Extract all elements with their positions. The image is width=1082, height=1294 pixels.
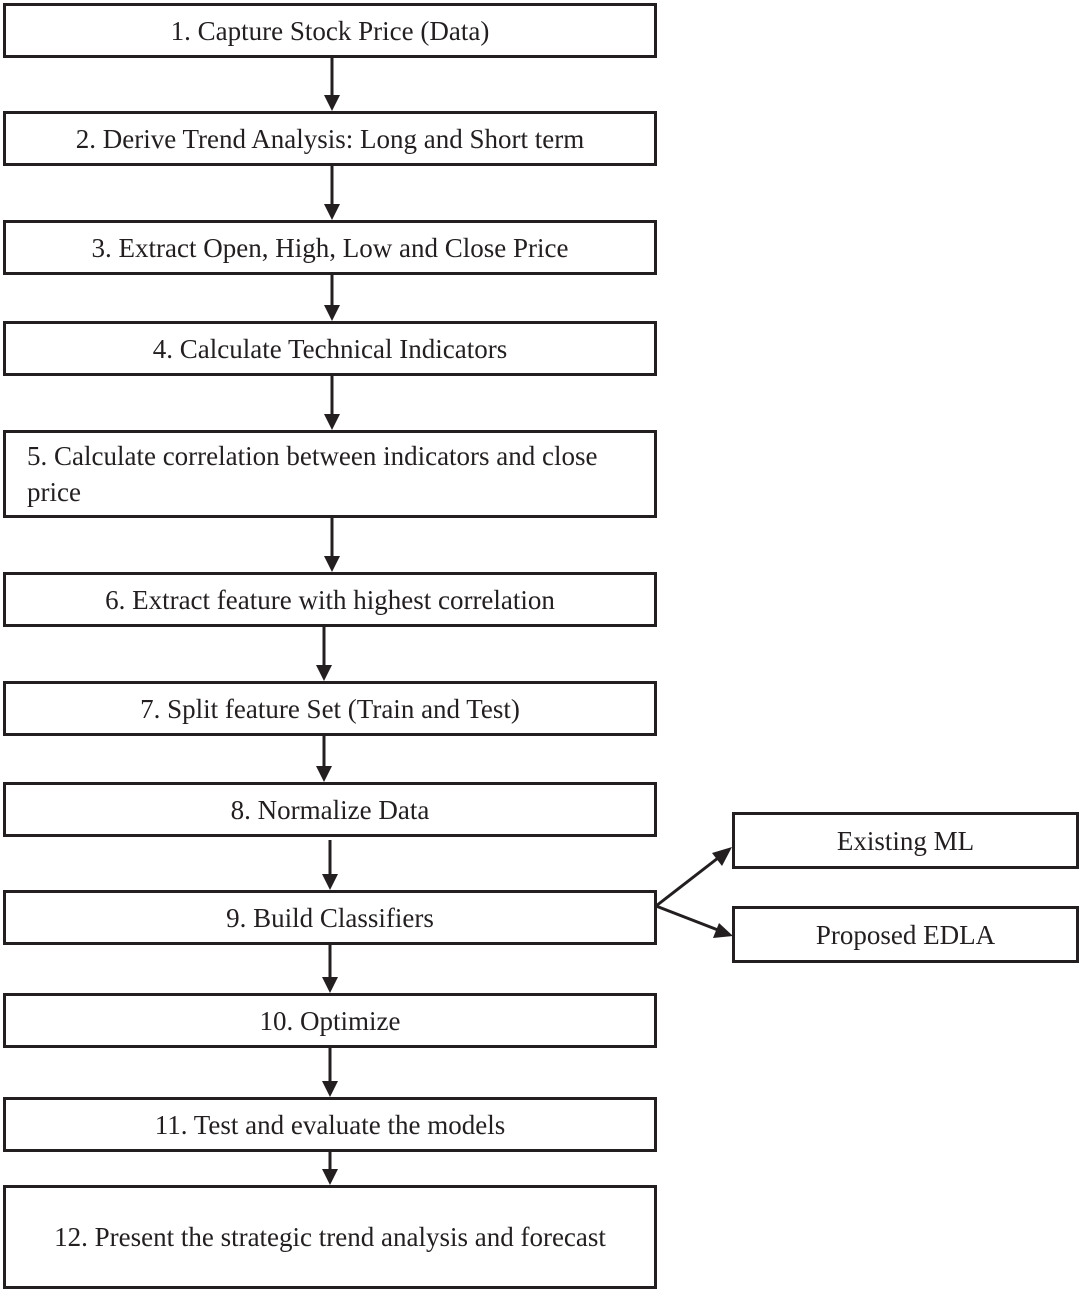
arrow-3-4 xyxy=(324,274,340,321)
arrow-9-existing-ml xyxy=(656,847,732,906)
arrow-7-8 xyxy=(316,735,332,782)
step-8-box xyxy=(3,782,657,837)
step-5-label: 5. Calculate correlation between indicators and close price xyxy=(27,441,598,507)
step-8-label: 8. Normalize Data xyxy=(230,794,430,825)
arrow-2-3 xyxy=(324,165,340,220)
arrow-8-9 xyxy=(322,840,338,890)
branch-proposed-edla-box xyxy=(732,906,1079,963)
branch-existing-ml-label: Existing ML xyxy=(836,825,975,856)
step-12-label: 12. Present the strategic trend analysis and forecast xyxy=(54,1222,606,1252)
arrow-1-2 xyxy=(324,57,340,111)
arrow-5-6 xyxy=(324,517,340,572)
arrow-6-7 xyxy=(316,626,332,681)
step-2-box xyxy=(3,111,657,166)
arrow-11-12 xyxy=(322,1151,338,1185)
branch-existing-ml-box xyxy=(732,812,1079,869)
step-7-box xyxy=(3,681,657,736)
step-6-label: 6. Extract feature with highest correlation xyxy=(105,584,555,615)
step-12-box xyxy=(3,1185,657,1289)
arrow-9-10 xyxy=(322,943,338,993)
step-9-label: 9. Build Classifiers xyxy=(226,902,434,933)
step-5-box xyxy=(3,430,657,518)
step-3-box xyxy=(3,220,657,275)
branch-proposed-edla-label: Proposed EDLA xyxy=(815,919,996,950)
step-4-box xyxy=(3,321,657,376)
step-10-box xyxy=(3,993,657,1048)
arrow-4-5 xyxy=(324,375,340,430)
step-1-box xyxy=(3,3,657,58)
step-7-label: 7. Split feature Set (Train and Test) xyxy=(140,693,520,724)
step-1-label: 1. Capture Stock Price (Data) xyxy=(170,15,490,46)
step-9-box xyxy=(3,890,657,945)
step-4-label: 4. Calculate Technical Indicators xyxy=(152,333,508,364)
step-2-label: 2. Derive Trend Analysis: Long and Short term xyxy=(75,123,585,154)
step-3-label: 3. Extract Open, High, Low and Close Price xyxy=(91,232,569,263)
step-6-box xyxy=(3,572,657,627)
step-11-box xyxy=(3,1097,657,1152)
arrow-9-proposed-edla xyxy=(656,906,733,938)
step-10-label: 10. Optimize xyxy=(259,1005,401,1036)
arrow-10-11 xyxy=(322,1047,338,1097)
step-11-label: 11. Test and evaluate the models xyxy=(154,1109,506,1140)
